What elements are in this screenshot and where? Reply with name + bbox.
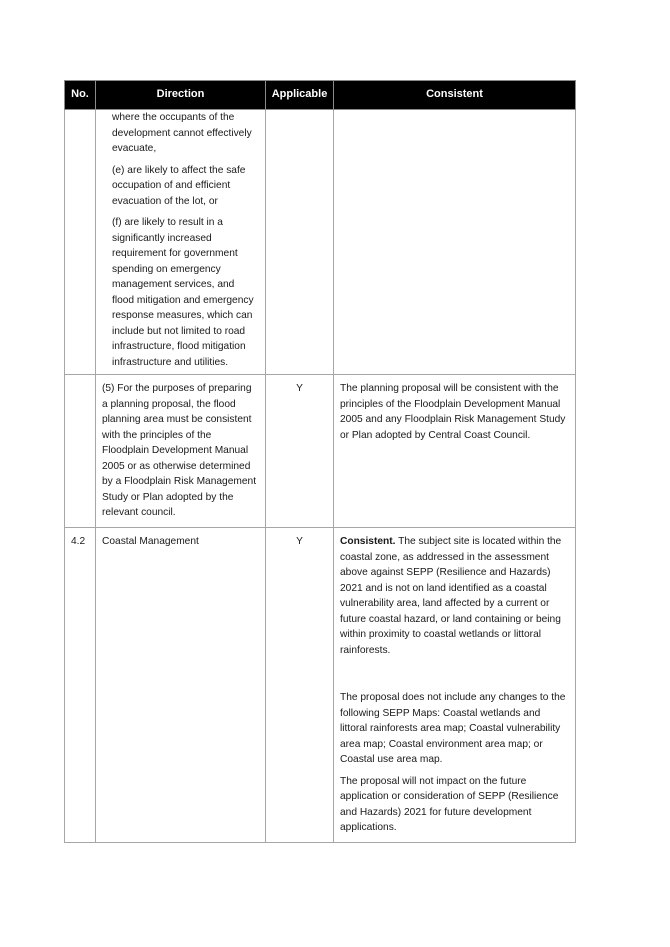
cell-consistent — [334, 375, 576, 528]
header-direction: Direction — [96, 81, 266, 110]
cell-applicable — [266, 110, 334, 375]
direction-paragraph: (f) are likely to result in a significantly increased requirement for government spending on emergency management services, and flood mitigation and emergency response measures, which can include but not limited to road infrastructure, flood mitigation infrastructure and utilities. — [112, 217, 254, 368]
header-consistent: Consistent — [334, 81, 576, 110]
cell-direction — [96, 110, 266, 375]
direction-title: Coastal Management — [102, 536, 199, 547]
table-header-row — [65, 81, 576, 110]
direction-number: 4.2 — [71, 536, 86, 547]
header-applicable: Applicable — [266, 81, 334, 110]
applicable-value: Y — [296, 536, 303, 547]
header-no: No. — [65, 81, 96, 110]
ministerial-directions-table — [64, 80, 576, 843]
consistent-paragraph: The proposal will not impact on the future application or consideration of SEPP (Resilience and Hazards) 2021 for future development applications. — [340, 775, 559, 833]
cell-direction — [96, 528, 266, 843]
cell-applicable — [266, 375, 334, 528]
cell-no — [65, 110, 96, 375]
table-row — [65, 110, 576, 375]
direction-paragraph: (e) are likely to affect the safe occupation of and efficient evacuation of the lot, or — [112, 164, 246, 207]
consistent-paragraph-text: The subject site is located within the coastal zone, as addressed in the assessment above against SEPP (Resilience and Hazards) 2021 and is not on land identified as a coastal vulnerability area, land affected by a current or future coastal hazard, or land containing or being within proximity to coastal wetlands or littoral rainforests. — [340, 536, 562, 656]
table-row — [65, 375, 576, 528]
cell-no — [65, 528, 96, 843]
consistent-paragraph — [340, 534, 569, 658]
consistent-text: The planning proposal will be consistent with the principles of the Floodplain Development Manual 2005 and any Floodplain Risk Management Study or Plan adopted by Central Coast Council. — [340, 383, 566, 441]
consistent-lead: Consistent. — [340, 536, 396, 547]
consistent-paragraph: The proposal does not include any changes to the following SEPP Maps: Coastal wetlands and littoral rainforests area map; Coastal vulnerability area map; Coastal environment area map; or Coastal use area map. — [340, 692, 566, 765]
cell-consistent — [334, 110, 576, 375]
direction-text: (5) For the purposes of preparing a planning proposal, the flood planning area must be consistent with the principles of the Floodplain Development Manual 2005 or as otherwise determined by a Floodplain Risk Management Study or Plan adopted by the relevant council. — [102, 383, 257, 518]
table-row — [65, 528, 576, 843]
cell-direction — [96, 375, 266, 528]
cell-no — [65, 375, 96, 528]
direction-paragraph: where the occupants of the development cannot effectively evacuate, — [112, 112, 252, 154]
paragraph-spacer — [340, 664, 569, 690]
cell-applicable — [266, 528, 334, 843]
applicable-value: Y — [296, 383, 303, 394]
cell-consistent — [334, 528, 576, 843]
